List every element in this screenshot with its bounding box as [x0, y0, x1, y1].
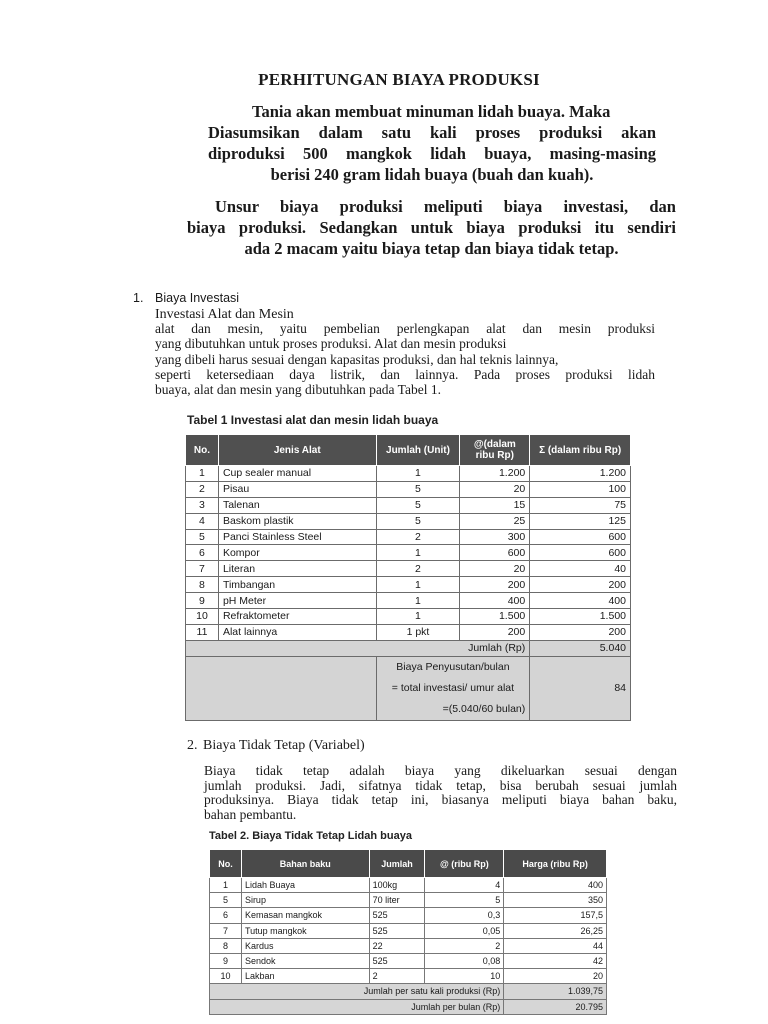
variable-cost-table — [209, 849, 607, 1015]
table-cell: Sirup — [241, 893, 369, 908]
table-row — [210, 878, 607, 893]
table-row — [186, 481, 631, 497]
total-label: Jumlah per bulan (Rp) — [210, 999, 504, 1014]
table-cell: Baskom plastik — [218, 513, 376, 529]
total-label: Jumlah (Rp) — [186, 640, 530, 656]
dep-line: = total investasi/ umur alat — [391, 681, 515, 694]
section2-paragraph — [204, 764, 677, 823]
intro-line: berisi 240 gram lidah buaya (buah dan kuah). — [270, 165, 594, 184]
table-cell: 600 — [460, 545, 530, 561]
dep-line: Biaya Penyusutan/bulan — [396, 660, 510, 673]
table-cell: Kompor — [218, 545, 376, 561]
table-cell: 1 — [186, 466, 219, 482]
section1-heading — [133, 291, 239, 305]
table-cell: 44 — [504, 938, 607, 953]
table-cell: 11 — [186, 624, 219, 640]
table-cell: 400 — [504, 878, 607, 893]
table-row — [186, 513, 631, 529]
table-cell: 15 — [460, 497, 530, 513]
table-row — [186, 497, 631, 513]
header-cell: No. — [186, 435, 219, 466]
table-cell: Tutup mangkok — [241, 923, 369, 938]
table-cell: 0,08 — [425, 953, 504, 968]
table-cell: 600 — [530, 545, 631, 561]
table-cell: 125 — [530, 513, 631, 529]
depreciation-row — [186, 656, 631, 720]
table-cell: Talenan — [218, 497, 376, 513]
intro-paragraph — [208, 101, 656, 185]
section2-line: jumlah produksi. Jadi, sifatnya tidak tetap, bisa berubah sesuai jumlah — [204, 777, 677, 793]
table-cell: 300 — [460, 529, 530, 545]
table-cell: Lakban — [241, 969, 369, 984]
header-cell: No. — [210, 850, 242, 878]
table-row — [186, 529, 631, 545]
table-cell: 525 — [369, 923, 425, 938]
table-cell: 200 — [460, 577, 530, 593]
table-cell: 40 — [530, 561, 631, 577]
investment-table — [185, 434, 631, 721]
table-cell: 5 — [210, 893, 242, 908]
table-cell: Literan — [218, 561, 376, 577]
section2-number: 2. — [187, 738, 198, 753]
table-cell: 1 — [376, 466, 460, 482]
table-cell: 100 — [530, 481, 631, 497]
table-cell: 20 — [504, 969, 607, 984]
table-cell: 5 — [186, 529, 219, 545]
table-cell: 2 — [425, 938, 504, 953]
section2-line: produksinya. Biaya tidak tetap ini, biasanya meliputi biaya bahan baku, — [204, 792, 677, 808]
depreciation-value: 84 — [530, 656, 631, 720]
dep-line: =(5.040/60 bulan) — [442, 702, 526, 715]
table-cell: 350 — [504, 893, 607, 908]
table-row — [186, 577, 631, 593]
page-title: PERHITUNGAN BIAYA PRODUKSI — [258, 70, 540, 89]
table-row — [186, 624, 631, 640]
table-cell: 200 — [460, 624, 530, 640]
table-cell: 5 — [376, 513, 460, 529]
table-cell: pH Meter — [218, 593, 376, 609]
intro2-line: ada 2 macam yaitu biaya tetap dan biaya tidak tetap. — [244, 239, 619, 258]
table-cell: 22 — [369, 938, 425, 953]
table-cell: 6 — [186, 545, 219, 561]
table-row — [210, 893, 607, 908]
table-cell: 1 — [376, 545, 460, 561]
table1-caption: Tabel 1 Investasi alat dan mesin lidah buaya — [187, 413, 439, 427]
table-cell: 1 — [376, 609, 460, 625]
table-cell: Kemasan mangkok — [241, 908, 369, 923]
table-total-row — [210, 984, 607, 999]
table-cell: 2 — [376, 561, 460, 577]
table-row — [186, 609, 631, 625]
table-cell: 1.500 — [460, 609, 530, 625]
total-value: 1.039,75 — [504, 984, 607, 999]
table-cell: 200 — [530, 577, 631, 593]
depreciation-spacer — [186, 656, 377, 720]
table-cell: 400 — [530, 593, 631, 609]
header-cell: @ (ribu Rp) — [425, 850, 504, 878]
table-row — [186, 466, 631, 482]
table-cell: 100kg — [369, 878, 425, 893]
table-row — [210, 953, 607, 968]
table-cell: 2 — [186, 481, 219, 497]
table-cell: 157,5 — [504, 908, 607, 923]
table-cell: 42 — [504, 953, 607, 968]
section1-paragraph — [155, 321, 655, 397]
table-cell: 1.200 — [460, 466, 530, 482]
section1-line: yang dibutuhkan untuk proses produksi. Alat dan mesin produksi — [155, 336, 507, 352]
section2-heading — [187, 738, 365, 754]
table-cell: 400 — [460, 593, 530, 609]
header-cell: Bahan baku — [241, 850, 369, 878]
table-cell: 6 — [210, 908, 242, 923]
table-cell: 70 liter — [369, 893, 425, 908]
table-cell: 8 — [186, 577, 219, 593]
table-cell: 1 pkt — [376, 624, 460, 640]
table-cell: 4 — [425, 878, 504, 893]
section1-number: 1. — [133, 291, 144, 305]
header-cell: Harga (ribu Rp) — [504, 850, 607, 878]
table-cell: 1.500 — [530, 609, 631, 625]
table-total-row — [186, 640, 631, 656]
table-cell: 1 — [376, 593, 460, 609]
intro2-line: Unsur biaya produksi meliputi biaya investasi, dan — [215, 197, 676, 216]
table-cell: 20 — [460, 481, 530, 497]
section1-line: yang dibeli harus sesuai dengan kapasitas produksi, dan hal teknis lainnya, — [155, 351, 559, 367]
section1-subheading: Investasi Alat dan Mesin — [155, 307, 294, 322]
total-label: Jumlah per satu kali produksi (Rp) — [210, 984, 504, 999]
cost-elements-paragraph — [187, 196, 676, 259]
intro2-line: biaya produksi. Sedangkan untuk biaya produksi itu sendiri — [187, 218, 676, 237]
header-cell: Jenis Alat — [218, 435, 376, 466]
section1-title: Biaya Investasi — [155, 291, 240, 305]
depreciation-text — [376, 656, 530, 720]
table-cell: 0,05 — [425, 923, 504, 938]
table-cell: 7 — [210, 923, 242, 938]
section2-line: Biaya tidak tetap adalah biaya yang dikeluarkan sesuai dengan — [204, 763, 677, 778]
table-cell: 10 — [186, 609, 219, 625]
table-cell: Panci Stainless Steel — [218, 529, 376, 545]
table-cell: Sendok — [241, 953, 369, 968]
table-header-row — [210, 850, 607, 878]
table-row — [186, 593, 631, 609]
table-cell: 5 — [376, 497, 460, 513]
table-cell: 5 — [425, 893, 504, 908]
table-row — [210, 923, 607, 938]
table-cell: 0,3 — [425, 908, 504, 923]
header-cell: Jumlah (Unit) — [376, 435, 460, 466]
table-header-row — [186, 435, 631, 466]
table-cell: 5 — [376, 481, 460, 497]
table-cell: 25 — [460, 513, 530, 529]
table-cell: 600 — [530, 529, 631, 545]
header-cell: @(dalam ribu Rp) — [460, 435, 530, 466]
table-row — [210, 938, 607, 953]
table-cell: 26,25 — [504, 923, 607, 938]
total-value: 20.795 — [504, 999, 607, 1014]
table-cell: 1 — [376, 577, 460, 593]
table-cell: 2 — [376, 529, 460, 545]
table2-caption: Tabel 2. Biaya Tidak Tetap Lidah buaya — [209, 830, 412, 842]
table-cell: Lidah Buaya — [241, 878, 369, 893]
table-cell: 200 — [530, 624, 631, 640]
table-total-row — [210, 999, 607, 1014]
section1-line: buaya, alat dan mesin yang dibutuhkan pada Tabel 1. — [155, 382, 441, 398]
table-cell: 10 — [425, 969, 504, 984]
table-row — [186, 545, 631, 561]
header-cell: Jumlah — [369, 850, 425, 878]
table-cell: Timbangan — [218, 577, 376, 593]
table-cell: Cup sealer manual — [218, 466, 376, 482]
table-cell: 2 — [369, 969, 425, 984]
section1-line: alat dan mesin, yaitu pembelian perlengkapan alat dan mesin produksi — [155, 321, 655, 336]
intro-line: Tania akan membuat minuman lidah buaya. Maka — [252, 102, 611, 121]
table-cell: 1.200 — [530, 466, 631, 482]
table-row — [210, 969, 607, 984]
table-cell: 525 — [369, 908, 425, 923]
section2-line: bahan pembantu. — [204, 807, 297, 823]
table-cell: 8 — [210, 938, 242, 953]
intro-line: Diasumsikan dalam satu kali proses produksi akan — [208, 123, 656, 142]
table-cell: Alat lainnya — [218, 624, 376, 640]
table-cell: 3 — [186, 497, 219, 513]
header-cell: Σ (dalam ribu Rp) — [530, 435, 631, 466]
table-cell: 9 — [186, 593, 219, 609]
table-cell: 1 — [210, 878, 242, 893]
table-cell: 525 — [369, 953, 425, 968]
table-cell: 75 — [530, 497, 631, 513]
table-cell: 10 — [210, 969, 242, 984]
table-cell: Kardus — [241, 938, 369, 953]
table-cell: 7 — [186, 561, 219, 577]
table-cell: 20 — [460, 561, 530, 577]
section1-line: seperti ketersediaan daya listrik, dan lainnya. Pada proses produksi lidah — [155, 366, 655, 382]
intro-line: diproduksi 500 mangkok lidah buaya, masing-masing — [208, 144, 656, 163]
table-cell: 9 — [210, 953, 242, 968]
table-row — [210, 908, 607, 923]
total-value: 5.040 — [530, 640, 631, 656]
table-cell: Pisau — [218, 481, 376, 497]
table-row — [186, 561, 631, 577]
table-cell: Refraktometer — [218, 609, 376, 625]
table-cell: 4 — [186, 513, 219, 529]
section2-title: Biaya Tidak Tetap (Variabel) — [203, 738, 365, 753]
